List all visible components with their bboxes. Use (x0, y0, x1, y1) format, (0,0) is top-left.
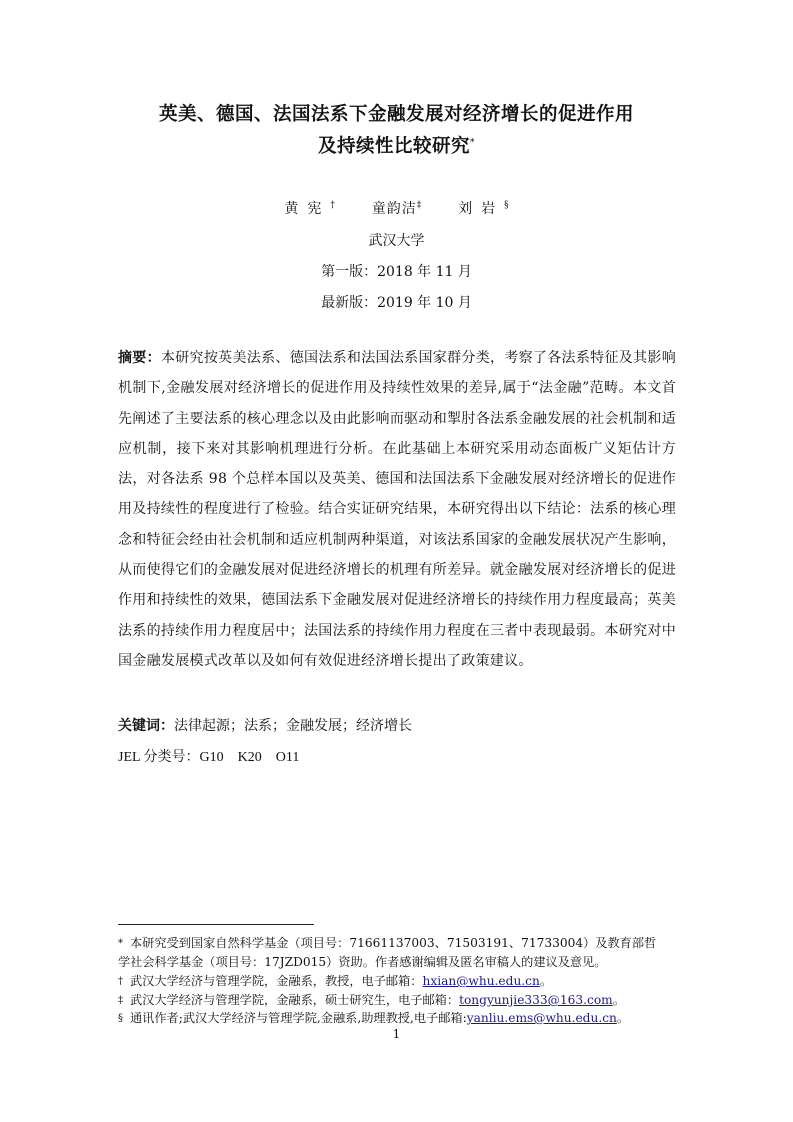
jel-code: K20 (237, 750, 262, 765)
author-footnote-mark: ‡ (416, 200, 422, 211)
footnote-author-2 (118, 991, 680, 1010)
jel-code: O11 (275, 750, 300, 765)
page-number: 1 (392, 1027, 401, 1041)
paper-title-line-1: 英美、德国、法国法系下金融发展对经济增长的促进作用 (158, 104, 634, 125)
jel-code: G10 (199, 750, 224, 765)
author-name: 黄宪 (284, 201, 331, 217)
abstract-text: 本研究按英美法系、德国法系和法国法系国家群分类，考察了各法系特征及其影响机制下,金融发展对经济增长的促进作用及持续性效果的差异,属于“法金融”范畴。本文首先阐述了主要法系的核心理念以及由此影响而驱动和掣肘各法系金融发展的社会机制和适应机制，接下来对其影响机理进行分析。在此基础上本研究采用动态面板广义矩估计方法，对各法系 98 个总样本国以及英美、德国和法国法系下金融发展对经济增长的促进作用及持续性的程度进行了检验。结合实证研究结果，本研究得出以下结论：法系的核心理念和特征会经由社会机制和适应机制两种渠道，对该法系国家的金融发展状况产生影响，从而使得它们的金融发展对促进经济增长的机理有所差异。就金融发展对经济增长的促进作用和持续性的效果，德国法系下金融发展对促进经济增长的持续作用力程度最高；英美法系的持续作用力程度居中；法国法系的持续作用力程度在三者中表现最弱。本研究对中国金融发展模式改革以及如何有效促进经济增长提出了政策建议。 (118, 350, 676, 669)
latest-version-date: 最新版：2019 年 10 月 (321, 295, 472, 311)
keywords (118, 715, 412, 735)
footnote-author-2-end: 。 (612, 993, 625, 1007)
keywords-label: 关键词： (118, 718, 174, 734)
jel-classification (118, 746, 313, 766)
footnote-mark: ‡ (118, 995, 123, 1006)
footnote-author-1 (118, 972, 680, 991)
first-version-date: 第一版：2018 年 11 月 (321, 264, 472, 280)
abstract-label: 摘要： (118, 350, 161, 366)
footnote-author-1-end: 。 (539, 974, 553, 988)
author-2-email-link[interactable]: tongyunjie333@163.com (459, 993, 613, 1007)
keywords-text: 法律起源；法系；金融发展；经济增长 (174, 718, 412, 734)
footnote-separator (118, 924, 314, 925)
footnote-author-2-text: 武汉大学经济与管理学院，金融系，硕士研究生，电子邮箱： (130, 993, 460, 1007)
footnote-funding-line-2: 学社会科学基金（项目号：17JZD015）资助。作者感谢编辑及匿名审稿人的建议及意见。 (118, 955, 607, 969)
abstract (118, 343, 676, 676)
footnote-mark: † (118, 976, 123, 987)
footnote-funding (118, 934, 680, 972)
footnote-author-3-end: 。 (616, 1011, 630, 1025)
author-footnote-mark: § (504, 200, 509, 211)
author-name: 童韵洁 (371, 201, 417, 217)
footnote-author-3 (118, 1009, 680, 1028)
title-footnote-mark: * (470, 137, 475, 148)
footnote-funding-line-1: 本研究受到国家自然科学基金（项目号：71661137003、71503191、71733004）及教育部哲 (130, 936, 657, 950)
footnote-mark: * (118, 938, 123, 949)
paper-title-line-2 (60, 132, 733, 158)
footnote-author-1-text: 武汉大学经济与管理学院，金融系，教授，电子邮箱： (130, 974, 423, 988)
author-1-email-link[interactable]: hxian@whu.edu.cn (422, 974, 540, 988)
author-list (60, 198, 733, 218)
jel-label: JEL 分类号： (118, 750, 200, 765)
paper-title-line-2-text: 及持续性比较研究 (317, 136, 470, 157)
author-footnote-mark: † (330, 200, 335, 211)
author-name: 刘岩 (458, 201, 505, 217)
affiliation: 武汉大学 (368, 233, 425, 249)
author-3-email-link[interactable]: yanliu.ems@whu.edu.cn (466, 1011, 617, 1025)
footnote-mark: § (118, 1013, 123, 1024)
footnote-author-3-text: 通讯作者;武汉大学经济与管理学院,金融系,助理教授,电子邮箱: (130, 1011, 467, 1025)
